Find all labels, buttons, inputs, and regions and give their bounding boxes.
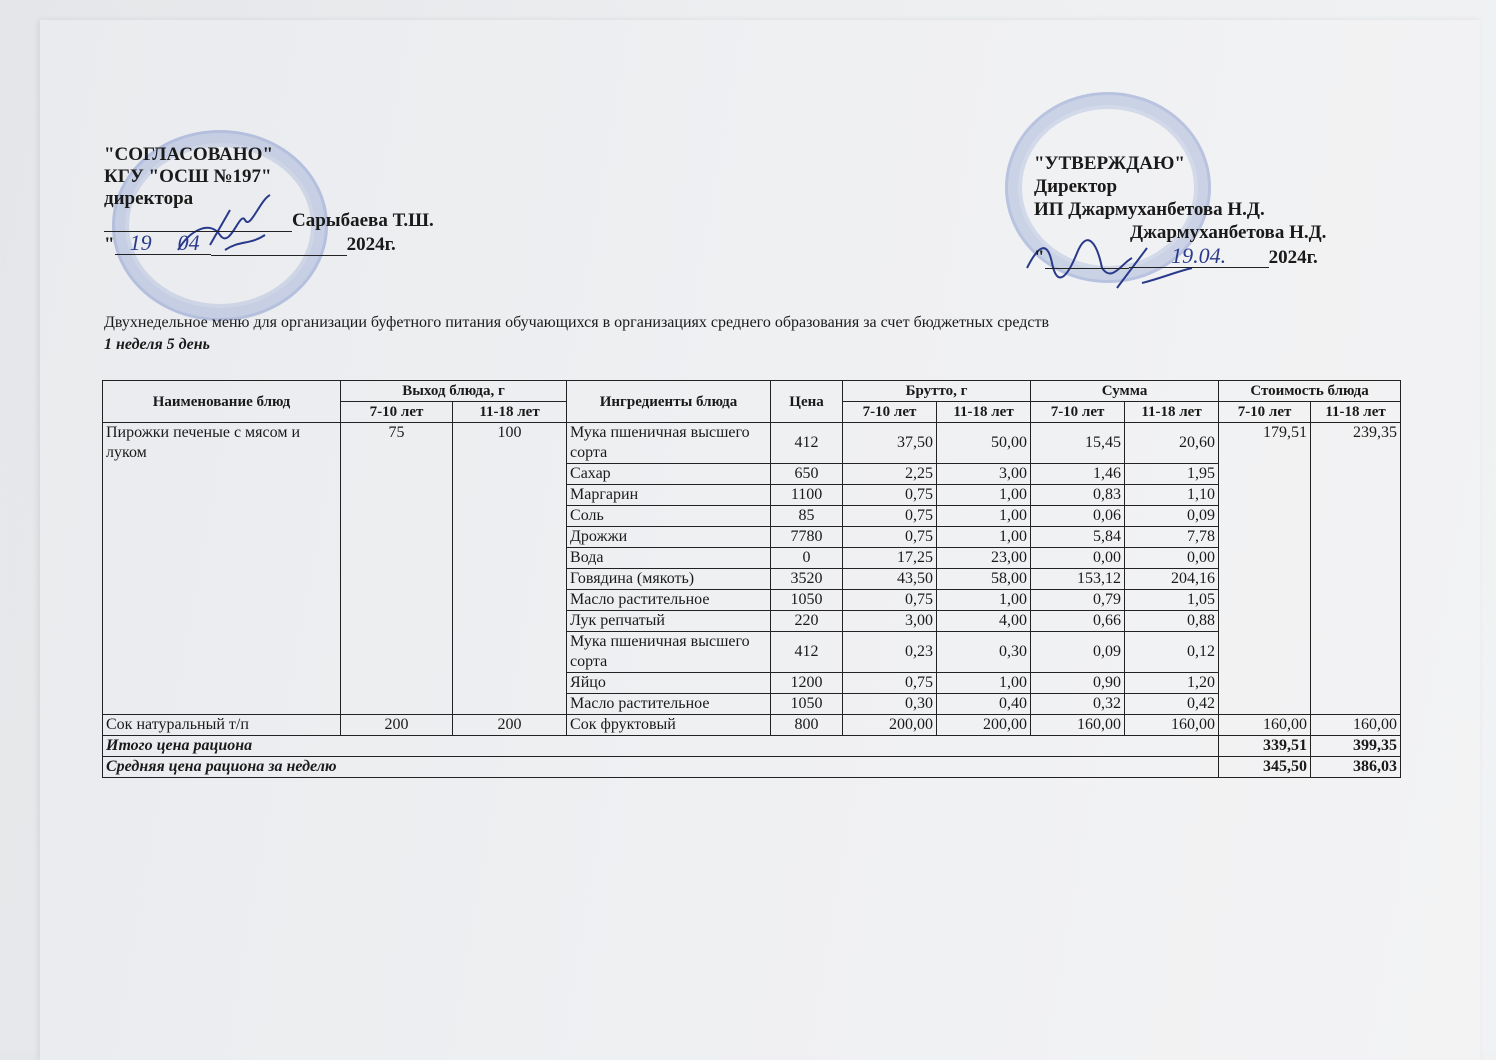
gross-age2: 1,00 — [937, 673, 1031, 694]
gross-age2: 1,00 — [937, 527, 1031, 548]
gross-age1: 0,23 — [843, 632, 937, 673]
ingredient-price: 1050 — [771, 694, 843, 715]
sum-age2: 204,16 — [1125, 569, 1219, 590]
ingredient-price: 412 — [771, 632, 843, 673]
sum-age1: 0,66 — [1031, 611, 1125, 632]
ingredient-price: 220 — [771, 611, 843, 632]
gross-age1: 0,75 — [843, 673, 937, 694]
date-day: 19 — [115, 232, 167, 255]
agreed-label: "СОГЛАСОВАНО" — [104, 144, 274, 165]
gross-age1: 0,75 — [843, 590, 937, 611]
date-quote: " — [104, 234, 115, 255]
col-yield: Выход блюда, г — [341, 381, 567, 402]
gross-age2: 1,00 — [937, 485, 1031, 506]
sum-age1: 0,06 — [1031, 506, 1125, 527]
col-gross-age1: 7-10 лет — [843, 402, 937, 423]
gross-age2: 0,40 — [937, 694, 1031, 715]
ingredient-name: Яйцо — [567, 673, 771, 694]
sum-age2: 1,10 — [1125, 485, 1219, 506]
approval-block-right — [1034, 152, 1326, 269]
gross-age1: 43,50 — [843, 569, 937, 590]
signer-line — [104, 210, 434, 232]
sum-age2: 1,95 — [1125, 464, 1219, 485]
date-handwritten: 19.04. — [1129, 244, 1269, 268]
col-cost-age2: 11-18 лет — [1311, 402, 1401, 423]
dish2-gross-age2: 200,00 — [937, 715, 1031, 736]
position-label: директора — [104, 188, 194, 209]
dish2-cost2: 160,00 — [1311, 715, 1401, 736]
col-yield-age1: 7-10 лет — [341, 402, 453, 423]
col-price: Цена — [771, 381, 843, 423]
date-underline — [211, 239, 347, 256]
dish2-cost1: 160,00 — [1219, 715, 1311, 736]
dish2-name: Сок натуральный т/п — [103, 715, 341, 736]
sum-age1: 5,84 — [1031, 527, 1125, 548]
sum-age1: 0,32 — [1031, 694, 1125, 715]
sum-age1: 1,46 — [1031, 464, 1125, 485]
gross-age2: 4,00 — [937, 611, 1031, 632]
ingredient-name: Мука пшеничная высшего сорта — [567, 632, 771, 673]
gross-age1: 17,25 — [843, 548, 937, 569]
dish1-cost1: 179,51 — [1219, 423, 1311, 715]
dish2-sum-age1: 160,00 — [1031, 715, 1125, 736]
weekly-avg-label: Средняя цена рациона за неделю — [103, 757, 1219, 778]
dish2-ingredient: Сок фруктовый — [567, 715, 771, 736]
dish1-row-0 — [103, 423, 1401, 464]
weekly-avg-age1: 345,50 — [1219, 757, 1311, 778]
weekly-avg-row — [103, 757, 1401, 778]
ingredient-name: Вода — [567, 548, 771, 569]
ingredient-name: Дрожжи — [567, 527, 771, 548]
ingredient-name: Лук репчатый — [567, 611, 771, 632]
gross-age1: 2,25 — [843, 464, 937, 485]
gross-age2: 58,00 — [937, 569, 1031, 590]
gross-age1: 0,30 — [843, 694, 937, 715]
year-right: 2024г. — [1268, 247, 1318, 268]
col-sum: Сумма — [1031, 381, 1219, 402]
sum-age2: 20,60 — [1125, 423, 1219, 464]
ingredient-price: 3520 — [771, 569, 843, 590]
sum-age2: 1,20 — [1125, 673, 1219, 694]
sum-age1: 0,00 — [1031, 548, 1125, 569]
total-age2: 399,35 — [1311, 736, 1401, 757]
dish2-yield1: 200 — [341, 715, 453, 736]
ingredient-price: 85 — [771, 506, 843, 527]
date-quote-right: " — [1034, 247, 1045, 268]
sum-age1: 0,09 — [1031, 632, 1125, 673]
sum-age2: 0,00 — [1125, 548, 1219, 569]
date-month: 04 — [167, 232, 211, 255]
total-age1: 339,51 — [1219, 736, 1311, 757]
dish1-yield2: 100 — [453, 423, 567, 715]
gross-age2: 0,30 — [937, 632, 1031, 673]
date-line-right — [1034, 244, 1326, 269]
dish1-yield1: 75 — [341, 423, 453, 715]
ingredient-name: Маргарин — [567, 485, 771, 506]
dish1-cost2: 239,35 — [1311, 423, 1401, 715]
page-subtitle: 1 неделя 5 день — [104, 336, 210, 353]
date-line — [104, 232, 434, 256]
company-name: ИП Джармуханбетова Н.Д. — [1034, 199, 1265, 220]
ingredient-price: 650 — [771, 464, 843, 485]
header-row-1 — [103, 381, 1401, 402]
col-sum-age2: 11-18 лет — [1125, 402, 1219, 423]
menu-table — [102, 380, 1401, 778]
ingredient-name: Мука пшеничная высшего сорта — [567, 423, 771, 464]
gross-age2: 23,00 — [937, 548, 1031, 569]
total-row — [103, 736, 1401, 757]
sum-age1: 0,79 — [1031, 590, 1125, 611]
page-title: Двухнедельное меню для организации буфетного питания обучающихся в организациях среднего образования за счет бюджетных средств — [104, 314, 1050, 331]
sum-age1: 0,83 — [1031, 485, 1125, 506]
ingredient-name: Говядина (мякоть) — [567, 569, 771, 590]
school-name: КГУ "ОСШ №197" — [104, 166, 272, 187]
gross-age1: 3,00 — [843, 611, 937, 632]
date-underline-right-1 — [1045, 252, 1129, 269]
ingredient-name: Масло растительное — [567, 694, 771, 715]
dish2-yield2: 200 — [453, 715, 567, 736]
col-cost-age1: 7-10 лет — [1219, 402, 1311, 423]
col-gross: Брутто, г — [843, 381, 1031, 402]
dish2-sum-age2: 160,00 — [1125, 715, 1219, 736]
gross-age1: 0,75 — [843, 506, 937, 527]
gross-age1: 0,75 — [843, 485, 937, 506]
gross-age2: 3,00 — [937, 464, 1031, 485]
ingredient-price: 412 — [771, 423, 843, 464]
ingredient-price: 1100 — [771, 485, 843, 506]
dish2-price: 800 — [771, 715, 843, 736]
signer-name-right: Джармуханбетова Н.Д. — [1130, 222, 1327, 243]
signer-name: Сарыбаева Т.Ш. — [292, 210, 434, 231]
gross-age1: 37,50 — [843, 423, 937, 464]
ingredient-name: Сахар — [567, 464, 771, 485]
sum-age2: 0,12 — [1125, 632, 1219, 673]
sum-age1: 15,45 — [1031, 423, 1125, 464]
ingredient-price: 0 — [771, 548, 843, 569]
sum-age1: 153,12 — [1031, 569, 1125, 590]
col-ingredients: Ингредиенты блюда — [567, 381, 771, 423]
dish2-gross-age1: 200,00 — [843, 715, 937, 736]
sum-age2: 0,42 — [1125, 694, 1219, 715]
approval-block-left — [104, 144, 434, 256]
gross-age2: 50,00 — [937, 423, 1031, 464]
dish2-row — [103, 715, 1401, 736]
ingredient-price: 1050 — [771, 590, 843, 611]
ingredient-price: 1200 — [771, 673, 843, 694]
approve-label: "УТВЕРЖДАЮ" — [1034, 153, 1185, 174]
weekly-avg-age2: 386,03 — [1311, 757, 1401, 778]
gross-age2: 1,00 — [937, 590, 1031, 611]
sum-age2: 1,05 — [1125, 590, 1219, 611]
dish1-name: Пирожки печеные с мясом и луком — [103, 423, 341, 715]
ingredient-price: 7780 — [771, 527, 843, 548]
sum-age2: 7,78 — [1125, 527, 1219, 548]
sum-age2: 0,09 — [1125, 506, 1219, 527]
col-cost: Стоимость блюда — [1219, 381, 1401, 402]
ingredient-name: Масло растительное — [567, 590, 771, 611]
gross-age2: 1,00 — [937, 506, 1031, 527]
sum-age1: 0,90 — [1031, 673, 1125, 694]
col-yield-age2: 11-18 лет — [453, 402, 567, 423]
gross-age1: 0,75 — [843, 527, 937, 548]
col-dish: Наименование блюд — [103, 381, 341, 423]
director-label: Директор — [1034, 176, 1118, 197]
year: 2024г. — [346, 234, 396, 255]
total-label: Итого цена рациона — [103, 736, 1219, 757]
col-gross-age2: 11-18 лет — [937, 402, 1031, 423]
ingredient-name: Соль — [567, 506, 771, 527]
col-sum-age1: 7-10 лет — [1031, 402, 1125, 423]
sum-age2: 0,88 — [1125, 611, 1219, 632]
